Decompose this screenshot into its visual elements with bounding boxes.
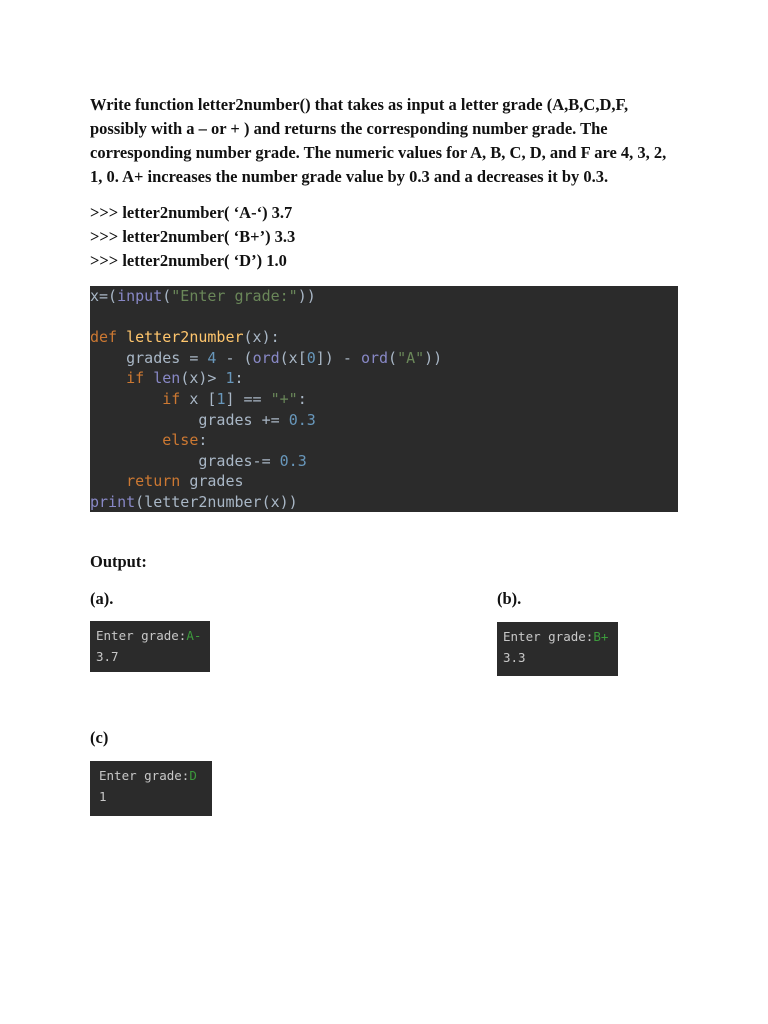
- question-line: corresponding number grade. The numeric values for A, B, C, D, and F are 4, 3, 2,: [90, 143, 667, 162]
- output-label-b: (b).: [497, 589, 522, 608]
- example-line: >>> letter2number( ‘B+’) 3.3: [90, 227, 296, 246]
- code-line: if x [1] == "+":: [162, 389, 307, 408]
- terminal-prompt-line: Enter grade:A-: [96, 628, 202, 643]
- code-line: grades += 0.3: [90, 410, 316, 429]
- example-line: >>> letter2number( ‘A-‘) 3.7: [90, 203, 293, 222]
- question-text: [90, 93, 690, 189]
- code-line: return grades: [126, 472, 244, 491]
- output-label-c: (c): [90, 728, 109, 747]
- question-line: 1, 0. A+ increases the number grade value by 0.3 and a decreases it by 0.3.: [90, 167, 609, 186]
- code-line-blank: [90, 307, 678, 328]
- terminal-result-line: 3.3: [503, 650, 526, 665]
- examples-block: [90, 201, 295, 273]
- code-line: grades = 4 - (ord(x[0]) - ord("A")): [90, 348, 443, 367]
- question-line: Write function letter2number() that takes as input a letter grade (A,B,C,D,F,: [90, 95, 629, 114]
- code-line: x=(input("Enter grade:")): [90, 287, 316, 305]
- code-line: print(letter2number(x)): [90, 492, 298, 511]
- terminal-output-b: [497, 622, 618, 676]
- code-block: [90, 286, 678, 512]
- code-line: grades-= 0.3: [90, 451, 307, 470]
- code-line: def letter2number(x):: [90, 328, 280, 347]
- terminal-result-line: 1: [99, 789, 107, 804]
- example-line: >>> letter2number( ‘D’) 1.0: [90, 251, 287, 270]
- terminal-prompt-line: Enter grade:B+: [503, 629, 609, 644]
- code-line: if len(x)> 1:: [126, 369, 244, 388]
- terminal-output-c: [90, 761, 212, 816]
- terminal-prompt-line: Enter grade:D: [99, 768, 197, 783]
- terminal-output-a: [90, 621, 210, 672]
- code-line: else:: [162, 431, 208, 450]
- output-label-a: (a).: [90, 589, 114, 608]
- output-heading: Output:: [90, 552, 147, 571]
- terminal-result-line: 3.7: [96, 649, 119, 664]
- question-line: possibly with a – or + ) and returns the corresponding number grade. The: [90, 119, 608, 138]
